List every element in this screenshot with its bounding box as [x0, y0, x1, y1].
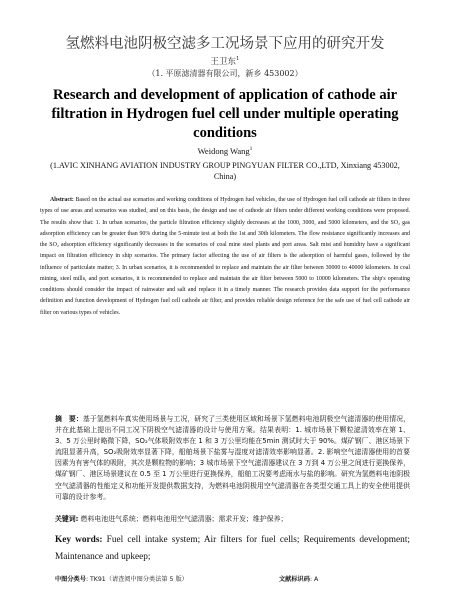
clc-label: 中图分类号	[55, 576, 86, 583]
english-abstract	[40, 195, 410, 319]
document-code-label: 文献标识码	[279, 576, 310, 583]
english-keywords	[55, 532, 410, 566]
chinese-author-superscript: 1	[236, 56, 240, 63]
english-title: Research and development of application of cathode air filtration in Hydrogen fuel cell under multiple operating conditions	[51, 87, 399, 141]
document-code-value: : A	[309, 576, 319, 583]
chinese-author-name: 王卫东	[210, 57, 236, 67]
document-code	[279, 575, 318, 584]
clc-value: : TK91（请查阅中图分类法第 5 版）	[85, 576, 188, 583]
english-keywords-label: Key words:	[55, 535, 103, 545]
english-abstract-text: Based on the actual use scenarios and working conditions of Hydrogen fuel vehicles, the use of Hydrogen fuel cell cathode air filters in three types of use areas and scenarios was studied, and on this basis, the design and use of cathode air filters under different working conditions were proposed. The results show that: 1. In urban scenarios, the particle filtration efficiency slightly decreases at the 1000, 3000, and 5000 kilometers, and the SO₂ gas adsorption efficiency can be greater than 90% during the 5-minute test at both the 1st and 30th kilometers. The flow resistance significantly increases and the SO₂ adsorption efficiency significantly decreases in the scenarios of coal mine steel plants and port areas. Salt mist and humidity have a significant impact on filtration efficiency in ship scenarios. The primary factor affecting the use of air filters is the adsorption of harmful gases, followed by the influence of particulate matter; 3. In urban scenarios, it is recommended to replace and maintain the air filter between 30000 to 40000 kilometers. In coal mining, steel mills, and port scenarios, it is recommended to replace and maintain the air filter between 5000 to 10000 kilometers. The ship's operating conditions should consider the impact of rainwater and salt and replace it in a timely manner. The research provides data support for the performance definition and function development of Hydrogen fuel cell cathode air filter, and provides reliable design reference for the safe use of fuel cell cathode air filter on various types of vehicles.	[40, 197, 410, 316]
english-affiliation: (1.AVIC XINHANG AVIATION INDUSTRY GROUP PINGYUAN FILTER CO.,LTD, Xinxiang 453002, China)	[50, 161, 400, 181]
chinese-abstract	[55, 414, 410, 503]
clc-number	[55, 575, 188, 584]
chinese-keywords	[55, 514, 410, 525]
chinese-affiliation: （1. 平原滤清器有限公司，新乡 453002）	[147, 69, 303, 78]
english-abstract-label: Abstract:	[50, 197, 74, 203]
english-author-superscript: 1	[249, 146, 253, 153]
chinese-abstract-label: 摘 要：	[55, 415, 83, 423]
english-author-name: Weidong Wang	[197, 146, 250, 156]
english-author	[0, 146, 450, 156]
english-keywords-text: Fuel cell intake system; Air filters for fuel cells; Requirements development; Maintenance and upkeep;	[55, 535, 410, 562]
chinese-keywords-label: 关键词:	[55, 515, 79, 523]
chinese-author	[0, 55, 450, 67]
chinese-abstract-text: 基于氢燃料车真实使用场景与工况，研究了三类使用区域和场景下氢燃料电池阴极空气滤清器的使用情况，并在此基础上提出不同工况下阴极空气滤清器的设计与使用方案。结果表明：1. 城市场景下颗粒滤清效率在第 1、3、5 万公里时略微下降，SO₂气体吸附效率在 1 和 3 万公里均能在5min 测试时大于 90%。煤矿钢厂、港区场景下流阻显著升高，SO₂吸附效率显著下降，船舶场景下盐雾与湿度对滤清效率影响显著。2. 影响空气滤清器使用的首要因素为有害气体的吸附，其次是颗粒物的影响；3 城市场景下空气滤清器建议在 3 万到 4 万公里之间进行更换保养，煤矿钢厂、港区场景建议在 0.5 至 1 万公里进行更换保养，船舶工况要考虑雨水与盐的影响。研究为氢燃料电池阴极空气滤清器的性能定义和功能开发提供数据支持，为燃料电池阴极用空气滤清器在各类型交通工具上的安全使用提供可靠的设计参考。	[55, 415, 411, 501]
chinese-keywords-text: 燃料电池进气系统；燃料电池用空气滤清器；需求开发；维护保养；	[80, 515, 288, 523]
chinese-title: 氢燃料电池阴极空滤多工况场景下应用的研究开发	[65, 36, 385, 52]
